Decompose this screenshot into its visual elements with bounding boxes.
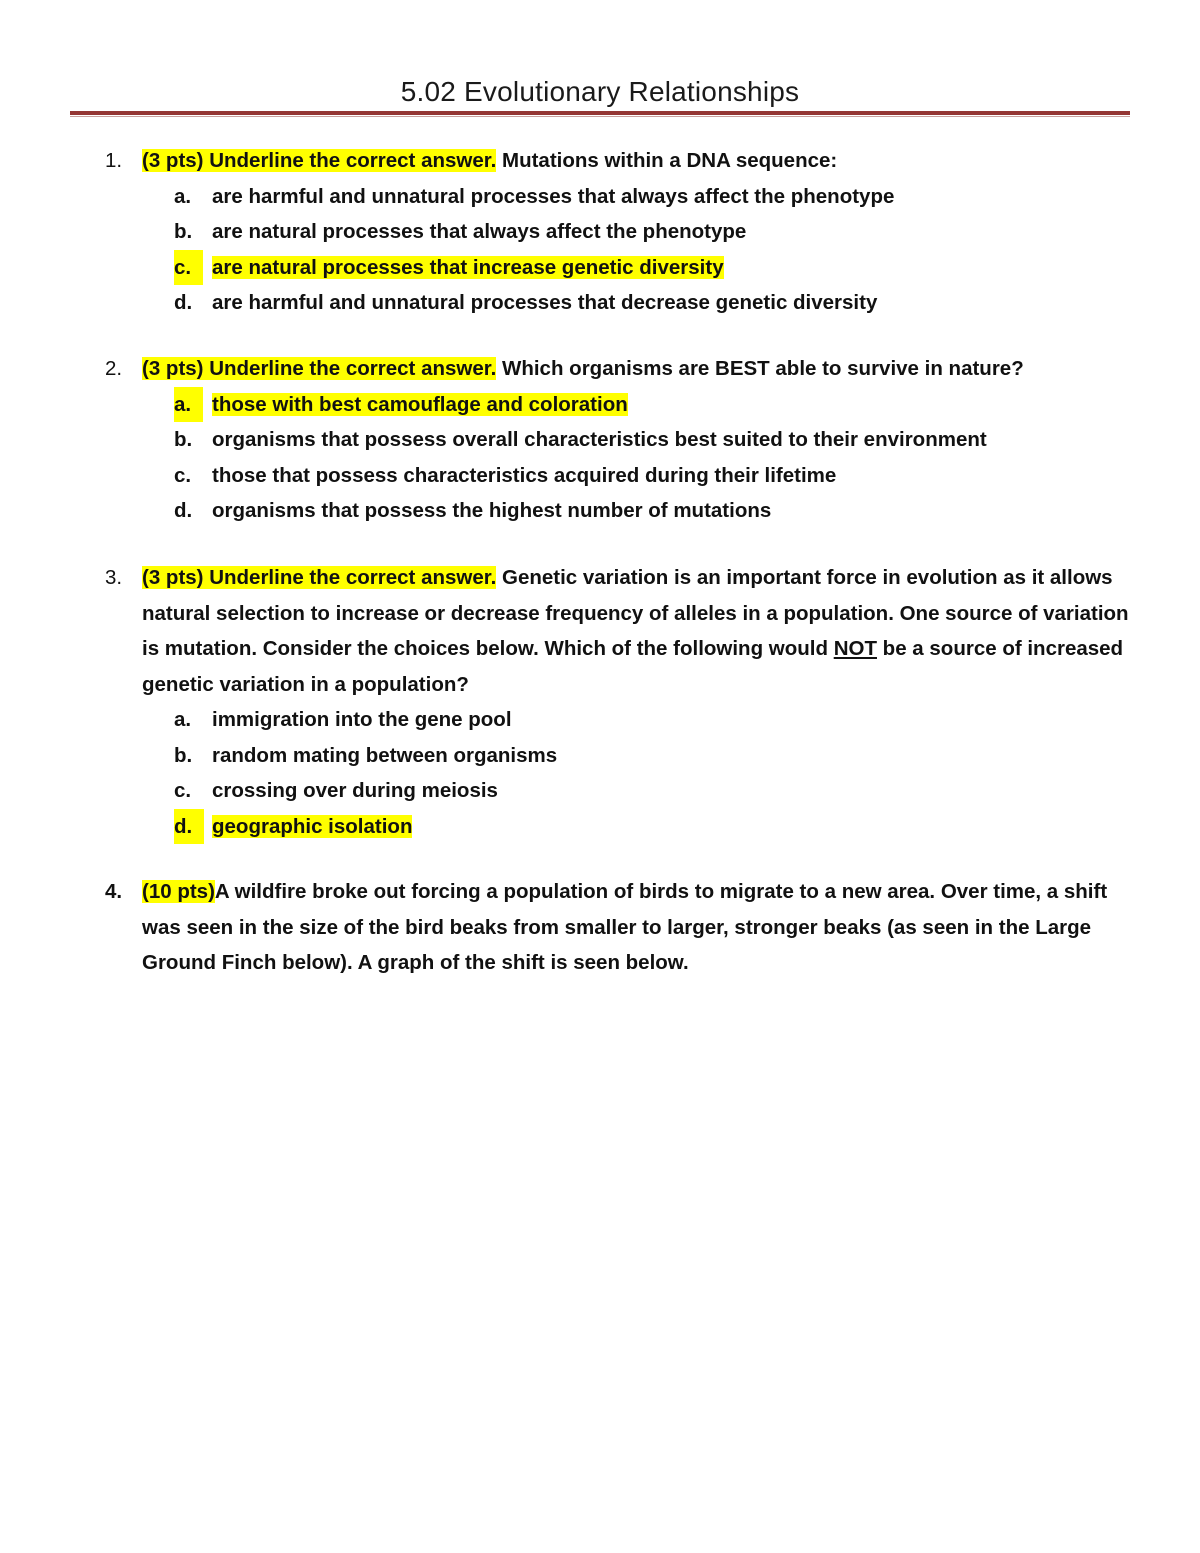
option-b[interactable]: b. random mating between organisms <box>174 743 558 767</box>
prompt-text: Mutations within a DNA sequence: <box>496 149 838 172</box>
question-number: 2. <box>105 357 123 380</box>
question-number: 1. <box>105 149 123 172</box>
prompt-text: Which organisms are BEST able to survive in nature? <box>496 357 1024 380</box>
page-title: 5.02 Evolutionary Relationships <box>400 76 800 107</box>
question-1 <box>105 143 1135 321</box>
option-d-highlighted[interactable]: d. geographic isolation <box>142 809 1135 845</box>
points-instruction: (3 pts) Underline the correct answer. <box>142 357 497 380</box>
option-b[interactable]: b. organisms that possess overall characteristics best suited to their environment <box>174 428 987 451</box>
option-a[interactable]: a. are harmful and unnatural processes that always affect the phenotype <box>174 184 895 208</box>
answer-options <box>142 179 1135 321</box>
question-prompt <box>142 143 1135 179</box>
option-d[interactable]: d. are harmful and unnatural processes that decrease genetic diversity <box>174 291 878 314</box>
option-b[interactable]: b. are natural processes that always affect the phenotype <box>174 220 747 243</box>
prompt-text: Genetic variation is an important force in evolution as it allows natural selection to increase or decrease frequency of alleles in a population. One source of variation is mutation. Consider the choices below. Which of the following would <box>142 566 1129 660</box>
points-instruction: (3 pts) Underline the correct answer. <box>142 566 497 589</box>
question-prompt <box>142 874 1135 981</box>
option-a[interactable]: a. immigration into the gene pool <box>174 708 512 731</box>
question-3 <box>105 560 1135 844</box>
question-number: 4. <box>105 880 123 903</box>
prompt-emphasis: NOT <box>833 637 877 660</box>
title-divider-shadow <box>70 116 1130 117</box>
option-a-highlighted[interactable]: a. those with best camouflage and coloration <box>142 387 1135 423</box>
question-2 <box>105 351 1135 529</box>
question-prompt <box>142 351 1135 387</box>
prompt-text-continued: be a source of increased genetic variation in a population? <box>142 637 1124 696</box>
option-c[interactable]: c. crossing over during meiosis <box>174 779 498 802</box>
prompt-text: A wildfire broke out forcing a population of birds to migrate to a new area. Over time, a shift was seen in the size of the bird beaks from smaller to larger, stronger beaks (as seen in the Large Ground Finch below). A graph of the shift is seen below. <box>142 880 1108 974</box>
option-c[interactable]: c. those that possess characteristics acquired during their lifetime <box>174 463 837 487</box>
question-4 <box>105 874 1135 981</box>
points-instruction: (3 pts) Underline the correct answer. <box>142 149 497 172</box>
option-c-highlighted[interactable]: c. are natural processes that increase genetic diversity <box>142 250 1135 286</box>
question-number: 3. <box>105 566 123 589</box>
option-d[interactable]: d. organisms that possess the highest number of mutations <box>174 499 772 522</box>
title-divider <box>70 111 1130 115</box>
question-prompt <box>142 560 1135 702</box>
points-instruction: (10 pts) <box>142 880 215 903</box>
answer-options <box>142 387 1135 529</box>
answer-options <box>142 702 1135 844</box>
